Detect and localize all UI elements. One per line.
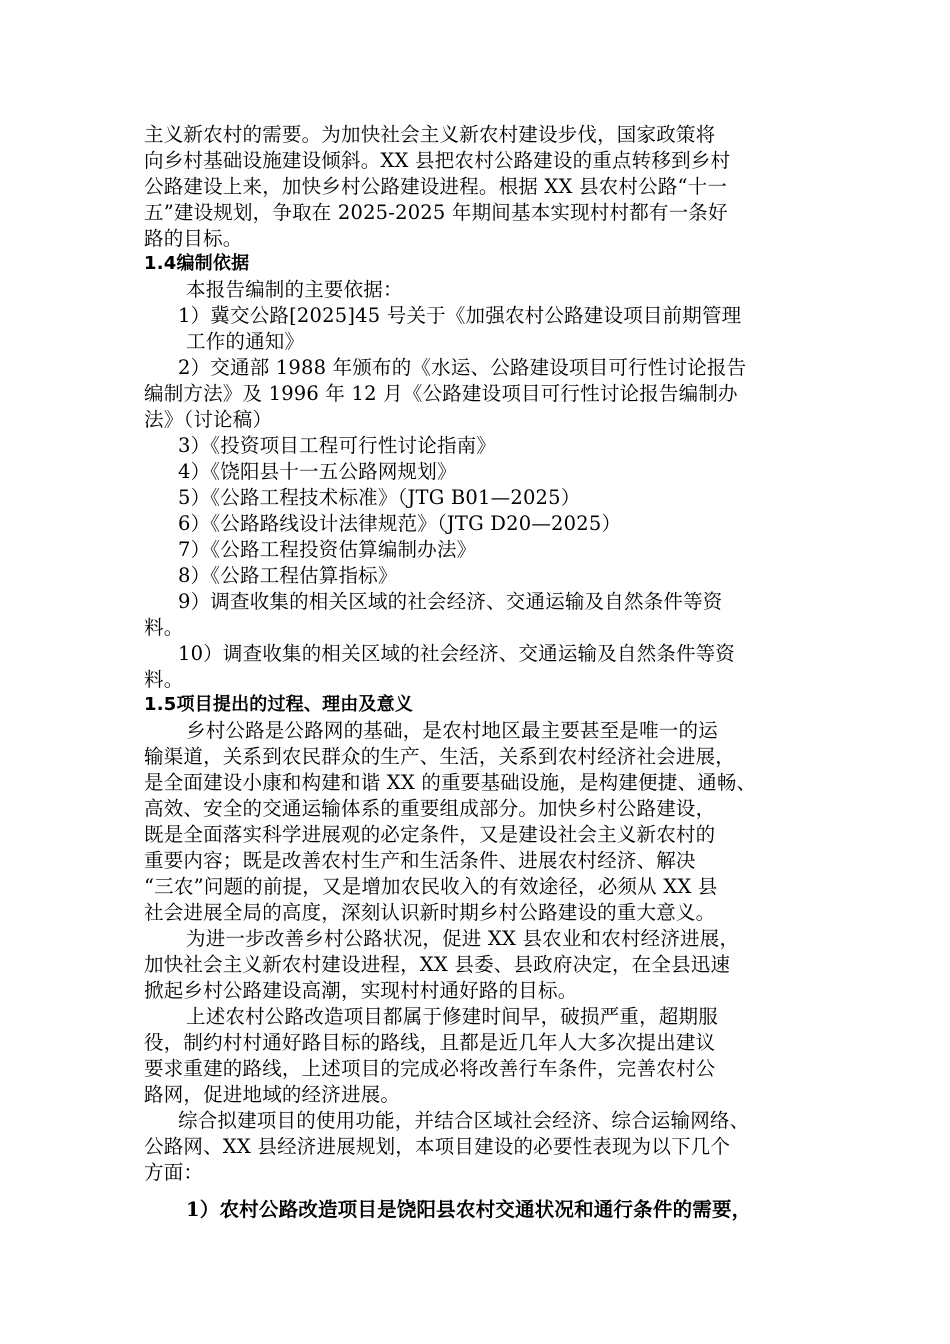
- list-item: 1）冀交公路[2025]45 号关于《加强农村公路建设项目前期管理: [178, 304, 742, 327]
- paragraph-line: 上述农村公路改造项目都属于修建时间早，破损严重，超期服: [186, 1005, 718, 1028]
- list-item: 6）《公路路线设计法律规范》（JTG D20—2025）: [178, 512, 622, 535]
- list-item-continuation: 工作的通知》: [186, 330, 305, 353]
- paragraph-line: 为进一步改善乡村公路状况，促进 XX 县农业和农村经济进展，: [186, 927, 740, 950]
- paragraph-line: 五”建设规划，争取在 2025-2025 年期间基本实现村村都有一条好: [144, 201, 728, 224]
- paragraph-line: 路网，促进地域的经济进展。: [144, 1083, 401, 1106]
- list-item: 4）《饶阳县十一五公路网规划》: [178, 460, 457, 483]
- paragraph-line: “三农”问题的前提，又是增加农民收入的有效途径，必须从 XX 县: [144, 875, 718, 898]
- paragraph-line: 向乡村基础设施建设倾斜。XX 县把农村公路建设的重点转移到乡村: [144, 149, 731, 172]
- paragraph-line: 公路建设上来，加快乡村公路建设进程。根据 XX 县农村公路“十一: [144, 175, 728, 198]
- paragraph-line: 既是全面落实科学进展观的必定条件，又是建设社会主义新农村的: [144, 823, 716, 846]
- paragraph-line: 社会进展全局的高度，深刻认识新时期乡村公路建设的重大意义。: [144, 901, 716, 924]
- list-item: 3）《投资项目工程可行性讨论指南》: [178, 434, 497, 457]
- paragraph-line: 方面：: [144, 1161, 204, 1184]
- list-item: 9）调查收集的相关区域的社会经济、交通运输及自然条件等资: [178, 590, 723, 613]
- list-item-continuation: 编制方法》及 1996 年 12 月《公路建设项目可行性讨论报告编制办: [144, 382, 738, 405]
- paragraph-line: 掀起乡村公路建设高潮，实现村村通好路的目标。: [144, 979, 578, 1002]
- bold-subheading: 1）农村公路改造项目是饶阳县农村交通状况和通行条件的需要，: [186, 1198, 752, 1221]
- list-item-continuation: 料。: [144, 616, 184, 639]
- paragraph-line: 要求重建的路线，上述项目的完成必将改善行车条件，完善农村公: [144, 1057, 716, 1080]
- list-item: 7）《公路工程投资估算编制办法》: [178, 538, 477, 561]
- paragraph-line: 本报告编制的主要依据：: [186, 278, 403, 301]
- paragraph-line: 公路网、XX 县经济进展规划，本项目建设的必要性表现为以下几个: [144, 1135, 731, 1158]
- list-item-continuation: 法》（讨论稿）: [144, 408, 273, 431]
- list-item-continuation: 料。: [144, 668, 184, 691]
- section-heading: 1.4编制依据: [144, 253, 250, 274]
- paragraph-line: 役，制约村村通好路目标的路线，且都是近几年人大多次提出建议: [144, 1031, 716, 1054]
- list-item: 5）《公路工程技术标准》（JTG B01—2025）: [178, 486, 581, 509]
- paragraph-line: 乡村公路是公路网的基础，是农村地区最主要甚至是唯一的运: [186, 719, 718, 742]
- paragraph-line: 主义新农村的需要。为加快社会主义新农村建设步伐，国家政策将: [144, 123, 716, 146]
- paragraph-line: 重要内容；既是改善农村生产和生活条件、进展农村经济、解决: [144, 849, 696, 872]
- section-heading: 1.5项目提出的过程、理由及意义: [144, 694, 414, 715]
- paragraph-line: 路的目标。: [144, 227, 243, 250]
- paragraph-line: 输渠道，关系到农民群众的生产、生活，关系到农村经济社会进展，: [144, 745, 736, 768]
- paragraph-line: 是全面建设小康和构建和谐 XX 的重要基础设施，是构建便捷、通畅、: [144, 771, 757, 794]
- list-item: 10）调查收集的相关区域的社会经济、交通运输及自然条件等资: [178, 642, 736, 665]
- paragraph-line: 加快社会主义新农村建设进程，XX 县委、县政府决定，在全县迅速: [144, 953, 731, 976]
- list-item: 2）交通部 1988 年颁布的《水运、公路建设项目可行性讨论报告: [178, 356, 747, 379]
- list-item: 8）《公路工程估算指标》: [178, 564, 398, 587]
- paragraph-line: 综合拟建项目的使用功能，并结合区域社会经济、综合运输网络、: [178, 1109, 750, 1132]
- paragraph-line: 高效、安全的交通运输体系的重要组成部分。加快乡村公路建设，: [144, 797, 716, 820]
